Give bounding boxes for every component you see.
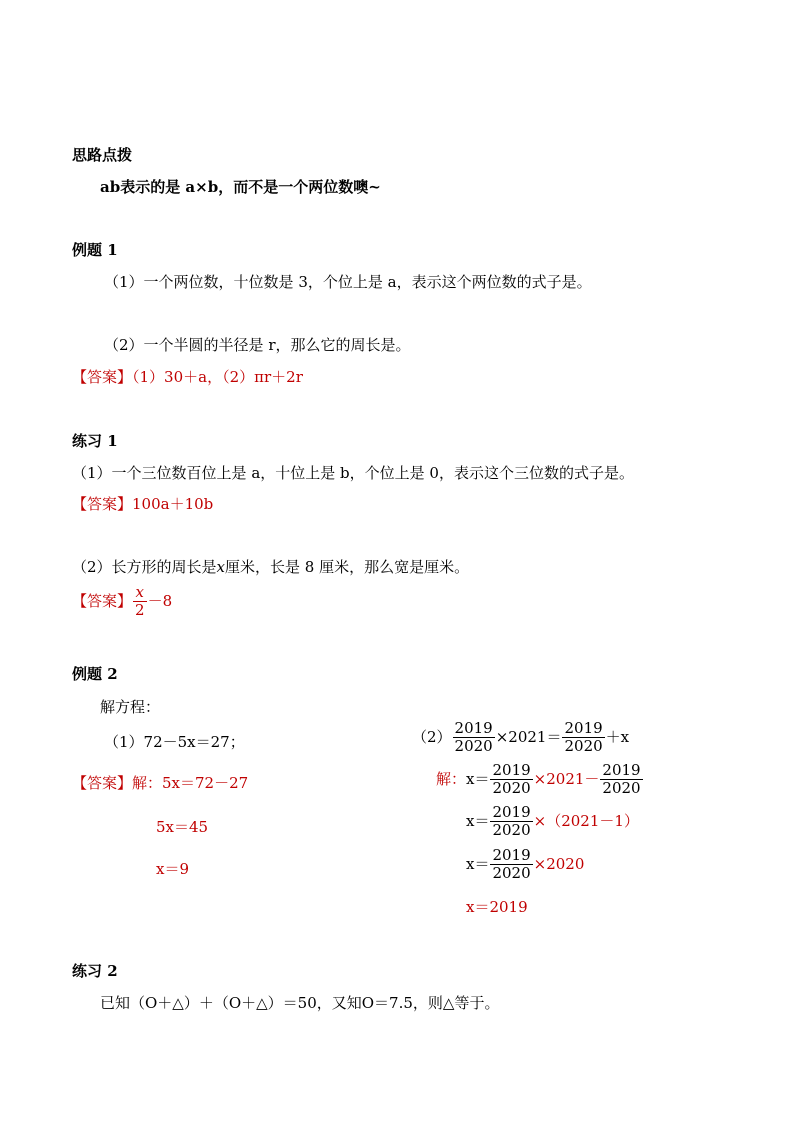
fraction-numerator: 2019: [454, 719, 493, 737]
fraction: [133, 584, 147, 620]
example2-solution2-line-3: [466, 847, 584, 883]
fraction-numerator: 2019: [564, 719, 603, 737]
fraction: [562, 720, 604, 756]
example2-solution2-line-2: [466, 804, 639, 840]
answer-label: 【答案】: [72, 591, 133, 610]
solution-text: ×（2021－1）: [533, 811, 639, 830]
answer-label: 【答案】: [72, 774, 133, 792]
fraction-numerator: 2019: [492, 761, 531, 779]
example2-question-1: （1）72－5x＝27；: [104, 733, 245, 751]
answer-rest: －8: [147, 591, 173, 610]
practice1-heading: 练习 1: [72, 432, 118, 450]
fraction-denominator: 2020: [492, 864, 531, 883]
practice1-answer-2: [72, 584, 172, 620]
fraction-numerator: 2019: [492, 846, 531, 864]
solution-prefix: 解：: [436, 769, 467, 788]
fraction: [490, 847, 532, 883]
example2-solution2-line-4: x＝2019: [466, 898, 528, 916]
practice2-heading: 练习 2: [72, 962, 118, 980]
fraction-denominator: 2020: [492, 779, 531, 798]
fraction-denominator: 2020: [564, 737, 603, 756]
example1-question-2: （2）一个半圆的半径是 r，那么它的周长是。: [104, 336, 411, 354]
solution-text: ×2021－: [533, 769, 600, 788]
example2-answer-line-3: x＝9: [156, 860, 190, 878]
example1-question-1: （1）一个两位数，十位数是 3，个位上是 a，表示这个两位数的式子是。: [104, 273, 592, 291]
fraction: [453, 720, 495, 756]
example1-answer: [72, 366, 303, 387]
fraction-denominator: 2020: [492, 821, 531, 840]
solution-lhs: x＝: [466, 811, 490, 830]
example2-heading: 例题 2: [72, 665, 118, 683]
solution-text: 解：5x＝72－27: [132, 774, 249, 792]
expression-text: ×2021＝: [495, 727, 562, 746]
fraction-denominator: 2020: [602, 779, 641, 798]
answer-label: 【答案】: [72, 368, 133, 386]
tips-heading: 思路点拨: [72, 146, 133, 164]
fraction-denominator: 2020: [454, 737, 493, 756]
fraction-denominator: 2: [135, 601, 145, 620]
expression-text: ＋x: [605, 727, 630, 746]
fraction-numerator: x: [133, 584, 147, 602]
example1-heading: 例题 1: [72, 241, 118, 259]
tips-text: ab表示的是 a×b，而不是一个两位数噢~: [100, 178, 381, 196]
solution-lhs: x＝: [466, 769, 490, 788]
question-text-post: 厘米，长是 8 厘米，那么宽是厘米。: [225, 558, 470, 576]
solution-lhs: x＝: [466, 854, 490, 873]
practice1-answer-1: [72, 493, 213, 514]
practice2-question: 已知（O＋△）＋（O＋△）＝50，又知O＝7.5，则△等于。: [100, 994, 500, 1012]
practice1-question-1: （1）一个三位数百位上是 a，十位上是 b，个位上是 0，表示这个三位数的式子是。: [72, 464, 634, 482]
example2-intro: 解方程：: [100, 698, 161, 716]
variable-x: x: [216, 558, 226, 576]
fraction-numerator: 2019: [492, 803, 531, 821]
fraction: [600, 762, 642, 798]
fraction-numerator: 2019: [602, 761, 641, 779]
fraction: [490, 762, 532, 798]
example2-answer-line-2: 5x＝45: [156, 818, 209, 836]
answer-text: （1）30＋a，（2）πr＋2r: [132, 368, 303, 386]
question-label: （2）: [412, 727, 452, 746]
practice1-question-2: [72, 556, 469, 577]
example2-question-2: [412, 720, 629, 756]
answer-label: 【答案】: [72, 495, 133, 513]
answer-text: 100a＋10b: [132, 495, 214, 513]
solution-text: ×2020: [533, 854, 585, 873]
example2-solution2-line-1: [436, 762, 644, 798]
example2-answer-line-1: [72, 772, 248, 793]
question-text-pre: （2）长方形的周长是: [72, 558, 217, 576]
fraction: [490, 804, 532, 840]
